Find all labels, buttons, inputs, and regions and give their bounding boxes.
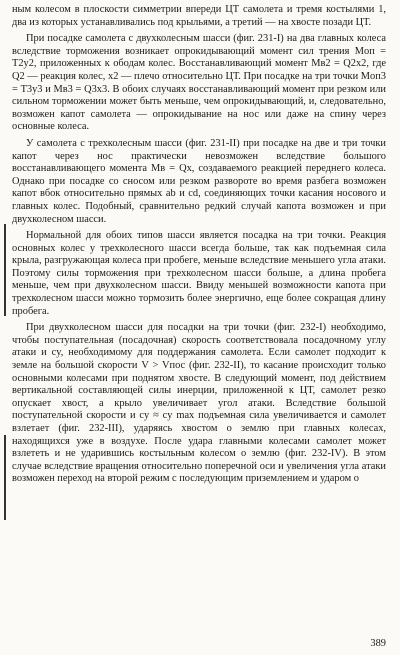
paragraph-two-wheel-three-point: При двухколесном шасси для посадки на три точки (фиг. 232-I) необходимо, чтобы поступательная (посадочная) скорость соответствовала посадочному углу атаки и cy, необходимому для поддержания самолета. Если самолет подходит к земле на большой скорости V > Vпос (фиг. 232-II), то касание происходит только основными колесами при поднятом хвосте. В следующий момент, под действием вертикальной составляющей силы инерции, приложенной к ЦТ, самолет резко опускает хвост, а крыло увеличивает угол атаки. Вследствие большой поступательной скорости и cy ≈ cy max подъемная сила увеличивается и самолет взлетает (фиг. 232-III), ударяясь хвостом о землю при главных колесах, находящихся уже в воздухе. После удара главными колесами самолет может взлететь и не ударившись костыльным колесом о землю (фиг. 232-IV). В этом случае вследствие вращения относительно поперечной оси и увеличения угла атаки возможен переход на второй режим с последующим приземлением и ударом о <box>12 322 386 485</box>
margin-bar <box>4 435 6 520</box>
margin-bar <box>4 224 6 316</box>
paragraph-continuation: ным колесом в плоскости симметрии впереди ЦТ самолета и тремя костылями 1, два из которых устанавливались под крыльями, а третий — на хвосте позади ЦТ. <box>12 4 386 28</box>
paragraph-tricycle-gear: У самолета с трехколесным шасси (фиг. 231-II) при посадке на две и три точки капот через нос практически невозможен вследствие большого восстанавливающего момента Mв = Qx, создаваемого реакцией переднего колеса. Однако при посадке со сносом или резком развороте во время разбега возможен капот вбок относительно прямых ab и cd, соединяющих точки касания носового и главных колес. Подобный, сравнительно редкий случай капота возможен и при двухколесном шасси. <box>12 137 386 225</box>
paragraph-three-point-landing: Нормальной для обоих типов шасси является посадка на три точки. Реакция основных колес у трехколесного шасси всегда больше, так как подъемная сила крыла, разгружающая колеса при пробеге, меньше вследствие меньшего угла атаки. Поэтому силы торможения при трехколесном шасси больше, а длина пробега меньше, чем при двухколесном шасси. Ввиду меньшей возможности капота при трехколесном шасси можно тормозить более энергично, еще более сокращая длину пробега. <box>12 230 386 317</box>
paragraph-two-wheel-landing: При посадке самолета с двухколесным шасси (фиг. 231-I) на два главных колеса вследствие торможения возникает опрокидывающий момент сил трения Mоп = T2y2, приложенных к ободам колес. Восстанавливающий момент Mв2 = Q2x2, где Q2 — реакция колес, x2 — плечо относительно ЦТ. При посадке на три точки Mоп3 = T3y3 и Mв3 = Q3x3. В обоих случаях восстанавливающий момент при резком или сильном торможении может быть меньше, чем опрокидывающий, и, следовательно, возможен капот самолета — опрокидывание на нос или даже на спину через основные колеса. <box>12 33 386 133</box>
page-number: 389 <box>370 638 386 649</box>
